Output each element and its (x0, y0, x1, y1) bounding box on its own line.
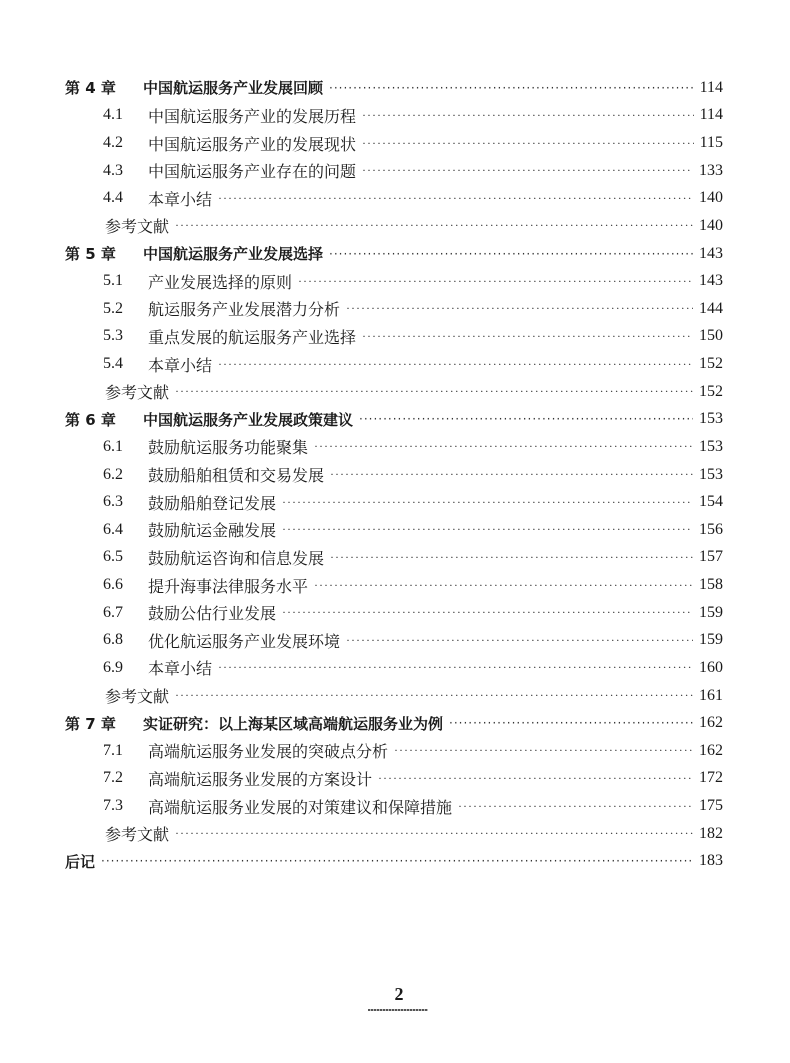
dot-leader (362, 136, 694, 151)
toc-entry-title: 中国航运服务产业存在的问题 (148, 164, 357, 182)
dot-leader (458, 799, 693, 814)
table-of-contents (65, 74, 723, 875)
toc-entry-title: 本章小结 (148, 191, 213, 209)
toc-entry-number: 6.2 (103, 465, 123, 483)
dot-leader (175, 688, 693, 703)
toc-entry-section[interactable] (65, 571, 723, 599)
toc-entry-title: 鼓励航运金融发展 (148, 523, 277, 541)
toc-entry-number: 4.3 (103, 161, 123, 179)
toc-entry-section[interactable] (65, 350, 723, 378)
dot-leader (378, 771, 693, 786)
toc-entry-section[interactable] (65, 488, 723, 516)
dot-leader (346, 301, 693, 316)
toc-entry-title: 鼓励船舶登记发展 (148, 495, 277, 513)
toc-entry-section[interactable] (65, 599, 723, 627)
toc-entry-chapter[interactable] (65, 709, 723, 737)
dot-leader (362, 329, 693, 344)
toc-entry-chapter[interactable] (65, 74, 723, 102)
toc-entry-chapter[interactable] (65, 848, 723, 876)
toc-entry-number: 第 5 章 (65, 245, 116, 264)
toc-entry-title: 实证研究：以上海某区域高端航运服务业为例 (143, 714, 444, 733)
dot-leader (362, 163, 693, 178)
toc-entry-number: 6.5 (103, 548, 123, 566)
toc-entry-title: 鼓励航运服务功能聚集 (148, 440, 309, 458)
toc-entry-section[interactable] (65, 792, 723, 820)
toc-entry-page: 133 (699, 161, 723, 179)
dot-leader (346, 633, 693, 648)
toc-entry-number: 6.6 (103, 576, 123, 594)
toc-entry-title: 中国航运服务产业的发展现状 (148, 136, 357, 154)
toc-entry-page: 143 (699, 272, 723, 290)
dot-leader (218, 191, 693, 206)
toc-entry-number: 4.4 (103, 189, 123, 207)
toc-entry-section[interactable] (65, 185, 723, 213)
toc-entry-number: 6.4 (103, 520, 123, 538)
dot-leader (282, 522, 693, 537)
toc-entry-title: 重点发展的航运服务产业选择 (148, 329, 357, 347)
toc-entry-title: 鼓励船舶租赁和交易发展 (148, 468, 325, 486)
dot-leader (329, 81, 694, 95)
toc-entry-section[interactable] (65, 544, 723, 572)
toc-entry-title: 提升海事法律服务水平 (148, 578, 309, 596)
toc-entry-number: 6.1 (103, 437, 123, 455)
dot-leader (330, 467, 693, 482)
dot-leader (298, 274, 693, 289)
toc-entry-section[interactable] (65, 295, 723, 323)
toc-entry-number: 7.3 (103, 797, 123, 815)
toc-entry-number: 第 7 章 (65, 714, 116, 733)
toc-entry-page: 152 (699, 382, 723, 400)
toc-entry-page: 115 (699, 134, 723, 152)
toc-entry-title: 高端航运服务业发展的对策建议和保障措施 (148, 799, 453, 817)
toc-entry-title: 产业发展选择的原则 (148, 274, 293, 292)
toc-entry-page: 150 (699, 327, 723, 345)
toc-entry-page: 183 (699, 852, 723, 870)
dot-leader (449, 716, 693, 730)
toc-entry-chapter[interactable] (65, 240, 723, 268)
dot-leader (394, 743, 693, 758)
toc-entry-section[interactable] (65, 765, 723, 793)
toc-entry-number: 7.1 (103, 741, 123, 759)
toc-entry-section[interactable] (65, 654, 723, 682)
dot-leader (359, 412, 693, 426)
toc-entry-chapter[interactable] (65, 406, 723, 434)
toc-entry-page: 159 (699, 631, 723, 649)
toc-entry-title: 本章小结 (148, 357, 213, 375)
toc-entry-page: 156 (699, 520, 723, 538)
toc-entry-page: 172 (699, 769, 723, 787)
toc-entry-number: 7.2 (103, 769, 123, 787)
toc-entry-title: 航运服务产业发展潜力分析 (148, 302, 341, 320)
toc-entry-number: 第 6 章 (65, 410, 116, 429)
dot-leader (314, 439, 693, 454)
toc-entry-section[interactable] (65, 323, 723, 351)
toc-entry-section[interactable] (65, 157, 723, 185)
toc-entry-page: 144 (699, 299, 723, 317)
toc-entry-number: 第 4 章 (65, 79, 116, 98)
toc-entry-title: 高端航运服务业发展的突破点分析 (148, 744, 389, 762)
toc-entry-title: 高端航运服务业发展的方案设计 (148, 771, 373, 789)
toc-entry-page: 162 (699, 714, 723, 732)
toc-entry-title: 后记 (65, 852, 96, 871)
toc-entry-title: 优化航运服务产业发展环境 (148, 633, 341, 651)
toc-entry-number: 6.9 (103, 658, 123, 676)
dot-leader (282, 495, 693, 510)
toc-entry-number: 5.4 (103, 355, 123, 373)
page-number-underline (368, 1009, 428, 1011)
toc-entry-ref[interactable] (65, 682, 723, 710)
toc-entry-section[interactable] (65, 516, 723, 544)
dot-leader (218, 660, 693, 675)
toc-entry-number: 6.3 (103, 493, 123, 511)
dot-leader (175, 384, 693, 399)
dot-leader (330, 550, 693, 565)
toc-entry-title: 鼓励航运咨询和信息发展 (148, 550, 325, 568)
toc-entry-number: 6.7 (103, 603, 123, 621)
dot-leader (175, 826, 693, 841)
toc-entry-page: 161 (699, 686, 723, 704)
toc-entry-page: 158 (699, 576, 723, 594)
dot-leader (362, 108, 694, 123)
toc-entry-title: 本章小结 (148, 661, 213, 679)
toc-entry-section[interactable] (65, 461, 723, 489)
toc-entry-title: 参考文献 (105, 827, 170, 845)
dot-leader (101, 854, 693, 868)
toc-entry-title: 参考文献 (105, 689, 170, 707)
toc-entry-number: 4.1 (103, 106, 123, 124)
toc-entry-page: 159 (699, 603, 723, 621)
toc-entry-page: 152 (699, 355, 723, 373)
toc-entry-page: 114 (699, 106, 723, 124)
toc-entry-title: 鼓励公估行业发展 (148, 606, 277, 624)
toc-entry-section[interactable] (65, 627, 723, 655)
toc-entry-number: 6.8 (103, 631, 123, 649)
toc-entry-page: 154 (699, 493, 723, 511)
toc-entry-section[interactable] (65, 433, 723, 461)
dot-leader (175, 218, 693, 233)
toc-entry-number: 5.3 (103, 327, 123, 345)
toc-entry-page: 175 (699, 797, 723, 815)
toc-entry-ref[interactable] (65, 378, 723, 406)
dot-leader (329, 247, 693, 261)
toc-entry-ref[interactable] (65, 820, 723, 848)
toc-entry-number: 5.2 (103, 299, 123, 317)
toc-entry-title: 中国航运服务产业的发展历程 (148, 108, 357, 126)
toc-entry-section[interactable] (65, 737, 723, 765)
toc-entry-page: 140 (699, 216, 723, 234)
toc-entry-title: 中国航运服务产业发展政策建议 (143, 410, 354, 429)
dot-leader (314, 578, 693, 593)
toc-entry-page: 160 (699, 658, 723, 676)
toc-entry-ref[interactable] (65, 212, 723, 240)
toc-entry-page: 140 (699, 189, 723, 207)
toc-entry-page: 143 (699, 244, 723, 262)
toc-entry-number: 5.1 (103, 272, 123, 290)
toc-entry-section[interactable] (65, 129, 723, 157)
toc-entry-title: 参考文献 (105, 219, 170, 237)
toc-entry-title: 参考文献 (105, 385, 170, 403)
toc-entry-page: 182 (699, 824, 723, 842)
toc-entry-page: 162 (699, 741, 723, 759)
toc-entry-page: 157 (699, 548, 723, 566)
toc-entry-title: 中国航运服务产业发展回顾 (143, 79, 324, 98)
toc-entry-page: 153 (699, 465, 723, 483)
toc-entry-page: 153 (699, 437, 723, 455)
dot-leader (218, 357, 693, 372)
toc-entry-page: 153 (699, 410, 723, 428)
toc-entry-section[interactable] (65, 267, 723, 295)
page-number: 2 (394, 984, 404, 1004)
toc-entry-section[interactable] (65, 102, 723, 130)
toc-entry-page: 114 (699, 78, 723, 96)
dot-leader (282, 605, 693, 620)
toc-entry-number: 4.2 (103, 134, 123, 152)
toc-entry-title: 中国航运服务产业发展选择 (143, 245, 324, 264)
